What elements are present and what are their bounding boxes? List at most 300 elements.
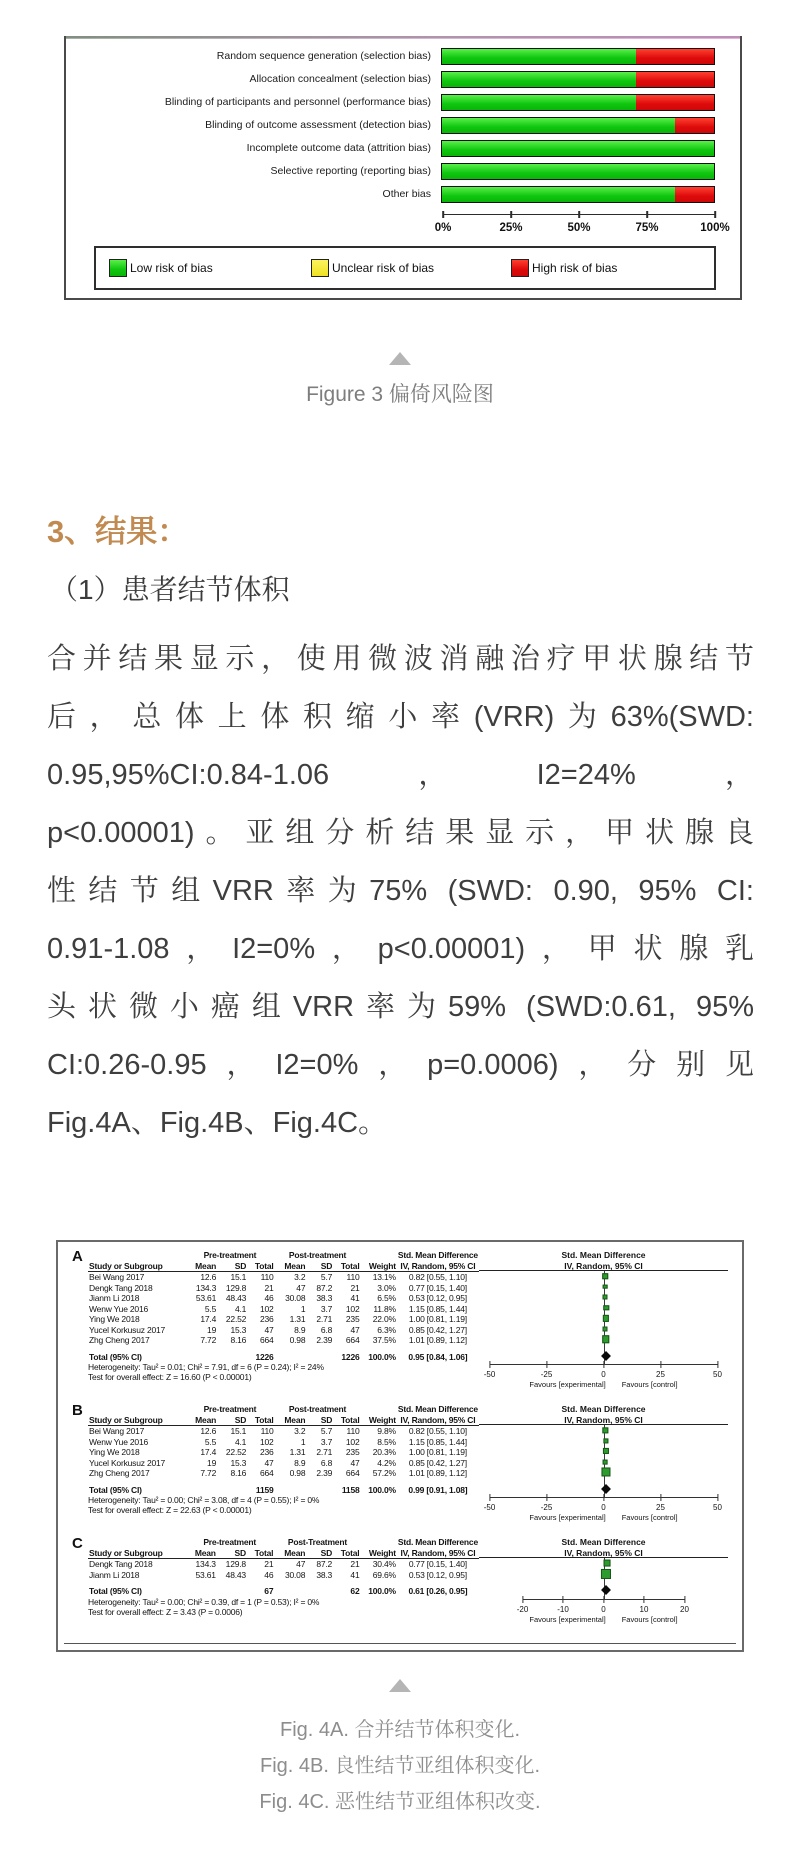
table-cell: 4.2% bbox=[377, 1457, 396, 1468]
table-cell: 20.3% bbox=[372, 1447, 396, 1457]
bias-bar bbox=[441, 163, 715, 180]
collapse-triangle-icon[interactable] bbox=[389, 352, 411, 365]
total-diamond bbox=[601, 1351, 611, 1361]
plot-header bbox=[479, 1537, 728, 1558]
table-cell: SD bbox=[306, 1415, 333, 1426]
plot-axis-label: 10 bbox=[639, 1604, 649, 1614]
table-cell: Pre-treatment bbox=[203, 1537, 256, 1547]
favours-experimental: Favours [experimental] bbox=[529, 1614, 606, 1624]
plot-axis-label: 0 bbox=[601, 1503, 606, 1512]
table-cell: 102 bbox=[345, 1436, 360, 1447]
bias-segment bbox=[442, 164, 714, 179]
axis-tick-label: 25% bbox=[499, 222, 523, 234]
bias-category-label: Blinding of outcome assessment (detection bias) bbox=[205, 119, 431, 131]
table-cell: 30.08 bbox=[285, 1293, 306, 1303]
paragraph-line: CI:0.26-0.95，I2=0%，p=0.0006)，分别见 bbox=[47, 1049, 754, 1081]
table-cell: 21 bbox=[350, 1282, 360, 1293]
table-cell: IV, Random, 95% CI bbox=[397, 1261, 479, 1272]
table-cell: 1226 bbox=[255, 1351, 274, 1362]
overall-effect-line: Test for overall effect: Z = 22.63 (P < 0.00001) bbox=[88, 1505, 252, 1515]
table-cell: Study or Subgroup bbox=[88, 1548, 185, 1559]
table-cell: 30.4% bbox=[372, 1559, 396, 1569]
table-cell: 102 bbox=[259, 1436, 274, 1447]
forest-table bbox=[88, 1537, 479, 1597]
favours-control: Favours [control] bbox=[621, 1380, 678, 1389]
bias-row bbox=[66, 186, 740, 202]
forest-plot bbox=[479, 1404, 728, 1523]
table-cell: 0.77 [0.15, 1.40] bbox=[408, 1282, 467, 1293]
table-cell: Bei Wang 2017 bbox=[89, 1426, 145, 1436]
table-cell: 6.3% bbox=[377, 1324, 396, 1335]
figure4-bottom-rule bbox=[64, 1643, 736, 1644]
table-cell bbox=[88, 1250, 185, 1261]
legend-swatch bbox=[511, 259, 529, 277]
table-cell: IV, Random, 95% CI bbox=[397, 1548, 479, 1559]
section-heading: 3、结果： bbox=[47, 514, 189, 549]
figure3-risk-of-bias-chart bbox=[64, 36, 742, 300]
total-diamond bbox=[601, 1484, 611, 1494]
effect-marker bbox=[603, 1273, 609, 1279]
table-cell: 2.39 bbox=[316, 1468, 333, 1478]
forest-table-block bbox=[68, 1250, 479, 1382]
paragraph-line: 0.91-1.08，I2=0%，p<0.00001)，甲状腺乳 bbox=[47, 933, 754, 965]
table-cell bbox=[88, 1404, 185, 1415]
panel-letter: A bbox=[72, 1248, 83, 1265]
table-cell: 21 bbox=[264, 1559, 274, 1569]
axis-tick-label: 0% bbox=[434, 222, 452, 234]
table-cell: 67 bbox=[264, 1586, 274, 1596]
table-cell: 236 bbox=[259, 1447, 274, 1457]
plot-axis-tick bbox=[684, 1596, 685, 1603]
axis-tick-label: 100% bbox=[700, 222, 730, 234]
forest-plot bbox=[479, 1537, 728, 1625]
legend-label: High risk of bias bbox=[532, 261, 618, 275]
table-cell: Wenw Yue 2016 bbox=[89, 1436, 148, 1447]
table-cell: 7.72 bbox=[200, 1335, 217, 1345]
table-cell bbox=[88, 1537, 185, 1548]
overall-effect-line: Test for overall effect: Z = 3.43 (P = 0.0006) bbox=[88, 1606, 243, 1617]
table-cell: 6.8 bbox=[320, 1324, 333, 1335]
plot-axis-label: 0 bbox=[601, 1604, 606, 1614]
table-cell: 236 bbox=[259, 1314, 274, 1324]
plot-header-line: IV, Random, 95% CI bbox=[564, 1547, 643, 1558]
table-cell: 1.00 [0.81, 1.19] bbox=[408, 1447, 467, 1457]
favours-row bbox=[479, 1615, 728, 1625]
legend-swatch bbox=[109, 259, 127, 277]
plot-axis-labels bbox=[483, 1370, 722, 1380]
figure4-captions bbox=[0, 1712, 800, 1820]
table-cell: Total (95% CI) bbox=[89, 1351, 142, 1362]
table-cell: Mean bbox=[275, 1415, 307, 1426]
table-cell: 664 bbox=[345, 1468, 360, 1478]
axis-tick-label: 75% bbox=[635, 222, 659, 234]
table-cell: Post-treatment bbox=[288, 1404, 347, 1414]
plot-axis-tick bbox=[489, 1494, 490, 1501]
table-cell: Total bbox=[333, 1415, 360, 1426]
effect-marker bbox=[603, 1305, 608, 1310]
plot-header-line: Std. Mean Difference bbox=[561, 1404, 646, 1414]
plot-axis-tick bbox=[562, 1596, 563, 1603]
bias-segment bbox=[442, 118, 675, 133]
bias-row bbox=[66, 48, 740, 64]
table-cell: SD bbox=[306, 1261, 333, 1272]
table-cell: 1.15 [0.85, 1.44] bbox=[408, 1303, 467, 1314]
table-cell: Jianm Li 2018 bbox=[89, 1569, 140, 1580]
table-cell: 4.1 bbox=[234, 1303, 247, 1314]
table-cell: Bei Wang 2017 bbox=[89, 1272, 145, 1282]
legend-label: Low risk of bias bbox=[130, 261, 213, 275]
figure3-caption: Figure 3 偏倚风险图 bbox=[306, 383, 494, 406]
table-cell: Total bbox=[333, 1548, 360, 1559]
table-cell: Study or Subgroup bbox=[88, 1261, 185, 1272]
plot-header bbox=[479, 1404, 728, 1425]
table-cell: Std. Mean Difference bbox=[397, 1537, 478, 1547]
table-cell bbox=[217, 1586, 247, 1597]
table-cell: Mean bbox=[185, 1415, 217, 1426]
forest-table bbox=[88, 1404, 479, 1495]
table-cell: Total (95% CI) bbox=[89, 1586, 142, 1596]
plot-header bbox=[479, 1250, 728, 1271]
table-cell: 53.61 bbox=[195, 1569, 216, 1580]
table-cell: 100.0% bbox=[368, 1351, 396, 1362]
paragraph-line: Fig.4A、Fig.4B、Fig.4C。 bbox=[47, 1107, 388, 1139]
table-cell: 1.01 [0.89, 1.12] bbox=[408, 1468, 467, 1478]
panel-letter: B bbox=[72, 1402, 83, 1419]
bias-category-label: Incomplete outcome data (attrition bias) bbox=[246, 142, 431, 154]
table-cell: 48.43 bbox=[225, 1569, 246, 1580]
paragraph-line: 头状微小癌组VRR率为59% (SWD:0.61, 95% bbox=[47, 991, 754, 1023]
effect-marker bbox=[604, 1438, 609, 1443]
table-cell: 1158 bbox=[341, 1484, 360, 1495]
table-cell: Mean bbox=[274, 1548, 306, 1559]
table-cell: 235 bbox=[345, 1447, 360, 1457]
plot-axis-tick bbox=[546, 1494, 547, 1501]
table-cell: 22.52 bbox=[225, 1447, 247, 1457]
table-cell: SD bbox=[217, 1261, 247, 1272]
table-cell: 21 bbox=[264, 1282, 274, 1293]
axis-tick bbox=[510, 211, 512, 218]
bias-segment bbox=[636, 95, 714, 110]
table-cell: Weight bbox=[360, 1548, 396, 1559]
table-cell bbox=[275, 1485, 307, 1496]
table-cell: 19 bbox=[207, 1324, 217, 1335]
forest-panel-C bbox=[68, 1537, 736, 1625]
bias-bar bbox=[441, 94, 715, 111]
plot-axis-tick bbox=[603, 1361, 604, 1368]
table-cell: IV, Random, 95% CI bbox=[397, 1415, 479, 1426]
table-cell: 13.1% bbox=[372, 1272, 396, 1282]
favours-row bbox=[479, 1380, 728, 1390]
bias-axis-line bbox=[443, 214, 715, 217]
table-cell: 0.98 bbox=[289, 1335, 306, 1345]
table-cell: 235 bbox=[345, 1314, 360, 1324]
table-cell: 1.31 bbox=[289, 1447, 306, 1457]
table-cell: Ying We 2018 bbox=[89, 1447, 140, 1457]
table-cell bbox=[306, 1485, 333, 1496]
table-cell: 47 bbox=[296, 1282, 306, 1293]
plot-area bbox=[479, 1425, 728, 1494]
forest-table-block bbox=[68, 1404, 479, 1515]
table-cell bbox=[274, 1586, 306, 1597]
table-cell: 38.3 bbox=[316, 1569, 333, 1580]
table-cell: Dengk Tang 2018 bbox=[89, 1559, 153, 1569]
table-cell: 11.8% bbox=[373, 1303, 396, 1314]
table-cell: 0.82 [0.55, 1.10] bbox=[408, 1272, 467, 1282]
table-cell: 1.01 [0.89, 1.12] bbox=[408, 1335, 467, 1345]
table-cell: Post-Treatment bbox=[287, 1537, 347, 1547]
table-cell: Total bbox=[333, 1261, 360, 1272]
bias-segment bbox=[675, 118, 714, 133]
effect-marker bbox=[601, 1569, 611, 1579]
table-cell: 47 bbox=[296, 1559, 306, 1569]
bias-bar bbox=[441, 186, 715, 203]
bias-segment bbox=[442, 141, 714, 156]
favours-control: Favours [control] bbox=[621, 1513, 678, 1522]
table-cell bbox=[360, 1537, 396, 1548]
effect-marker bbox=[603, 1428, 608, 1433]
table-cell: Study or Subgroup bbox=[88, 1415, 185, 1426]
table-cell: Zhg Cheng 2017 bbox=[89, 1335, 150, 1345]
plot-axis-tick bbox=[643, 1596, 644, 1603]
table-cell: 0.95 [0.84, 1.06] bbox=[408, 1351, 468, 1362]
table-cell: 6.5% bbox=[377, 1293, 396, 1303]
table-cell: 46 bbox=[264, 1293, 274, 1303]
table-cell: SD bbox=[217, 1548, 247, 1559]
table-cell: 21 bbox=[350, 1559, 360, 1569]
bias-bar bbox=[441, 117, 715, 134]
table-cell: 0.53 [0.12, 0.95] bbox=[408, 1293, 467, 1303]
effect-marker bbox=[602, 1336, 610, 1344]
plot-header-line: IV, Random, 95% CI bbox=[564, 1414, 643, 1425]
table-cell: 0.98 bbox=[289, 1468, 306, 1478]
table-cell: 57.2% bbox=[372, 1468, 396, 1478]
bias-category-label: Blinding of participants and personnel (performance bias) bbox=[164, 96, 431, 108]
table-cell: 0.53 [0.12, 0.95] bbox=[408, 1569, 467, 1580]
table-cell: 22.0% bbox=[372, 1314, 396, 1324]
bias-segment bbox=[442, 187, 675, 202]
plot-axis-labels bbox=[516, 1604, 689, 1615]
table-cell bbox=[217, 1352, 247, 1363]
effect-marker bbox=[603, 1459, 608, 1464]
bias-category-label: Other bias bbox=[382, 188, 431, 200]
forest-panel-A bbox=[68, 1250, 736, 1390]
table-cell: Weight bbox=[361, 1261, 397, 1272]
plot-area bbox=[479, 1558, 728, 1596]
plot-axis-label: 25 bbox=[656, 1370, 665, 1379]
collapse-triangle-icon[interactable] bbox=[389, 1679, 411, 1692]
table-cell: 48.43 bbox=[225, 1293, 247, 1303]
table-cell: 1.31 bbox=[289, 1314, 306, 1324]
bias-category-label: Allocation concealment (selection bias) bbox=[249, 73, 431, 85]
table-cell: Wenw Yue 2016 bbox=[89, 1303, 148, 1314]
table-cell: 0.77 [0.15, 1.40] bbox=[408, 1559, 467, 1569]
table-cell: 129.8 bbox=[225, 1559, 246, 1569]
table-cell: 110 bbox=[346, 1426, 360, 1436]
table-cell: 3.7 bbox=[320, 1303, 333, 1314]
table-cell: 0.82 [0.55, 1.10] bbox=[408, 1426, 467, 1436]
table-cell: 15.1 bbox=[230, 1426, 247, 1436]
table-cell: 41 bbox=[350, 1569, 360, 1580]
legend-label: Unclear risk of bias bbox=[332, 261, 435, 275]
plot-axis-tick bbox=[603, 1596, 604, 1603]
table-cell: 5.7 bbox=[320, 1272, 333, 1282]
bias-category-label: Selective reporting (reporting bias) bbox=[270, 165, 431, 177]
figure4-caption-line: Fig. 4B. 良性结节亚组体积变化. bbox=[259, 1755, 541, 1777]
table-cell: 8.16 bbox=[230, 1335, 247, 1345]
paragraph-line: 合并结果显示，使用微波消融治疗甲状腺结节 bbox=[47, 643, 754, 675]
table-cell: 129.8 bbox=[225, 1282, 247, 1293]
bias-row bbox=[66, 94, 740, 110]
axis-tick bbox=[646, 211, 648, 218]
bias-segment bbox=[675, 187, 714, 202]
section-subheading: （1）患者结节体积 bbox=[50, 574, 290, 605]
effect-marker bbox=[603, 1284, 608, 1289]
table-cell bbox=[306, 1586, 333, 1597]
plot-axis-tick bbox=[717, 1494, 718, 1501]
table-cell: 100.0% bbox=[368, 1586, 396, 1596]
table-cell: 41 bbox=[350, 1293, 360, 1303]
plot-axis-label: -50 bbox=[483, 1370, 496, 1379]
axis-tick-label: 50% bbox=[567, 222, 591, 234]
paragraph-line: 0.95,95%CI:0.84-1.06，I2=24%， bbox=[47, 759, 754, 791]
heterogeneity-line: Heterogeneity: Tau² = 0.01; Chi² = 7.91, df = 6 (P = 0.24); I² = 24% bbox=[88, 1362, 324, 1372]
table-cell: 110 bbox=[346, 1272, 360, 1282]
table-cell: 5.5 bbox=[204, 1303, 217, 1314]
table-cell: 47 bbox=[350, 1457, 360, 1468]
table-cell: 22.52 bbox=[225, 1314, 247, 1324]
table-cell: 134.3 bbox=[195, 1282, 217, 1293]
forest-panels bbox=[68, 1250, 736, 1625]
bias-bar bbox=[441, 140, 715, 157]
table-cell: 17.4 bbox=[200, 1314, 217, 1324]
bias-segment bbox=[442, 72, 636, 87]
table-cell: 87.2 bbox=[316, 1559, 333, 1569]
table-cell: 62 bbox=[350, 1586, 360, 1596]
favours-row bbox=[479, 1513, 728, 1523]
table-cell: 7.72 bbox=[200, 1468, 217, 1478]
table-cell: 15.1 bbox=[230, 1272, 247, 1282]
plot-axis-label: -50 bbox=[483, 1503, 496, 1512]
table-cell: 3.7 bbox=[320, 1436, 333, 1447]
table-cell: 2.71 bbox=[316, 1447, 333, 1457]
table-cell: 1.15 [0.85, 1.44] bbox=[408, 1436, 467, 1447]
table-cell: 47 bbox=[264, 1457, 274, 1468]
forest-panel-B bbox=[68, 1404, 736, 1523]
paragraph-line: p<0.00001)。亚组分析结果显示，甲状腺良 bbox=[47, 817, 754, 849]
table-cell: 1226 bbox=[341, 1351, 360, 1362]
table-cell: 1 bbox=[300, 1303, 306, 1314]
table-cell: 69.6% bbox=[372, 1569, 396, 1580]
plot-axis-tick bbox=[603, 1494, 604, 1501]
bias-axis-labels bbox=[434, 222, 730, 238]
table-cell: 15.3 bbox=[230, 1457, 247, 1468]
table-cell: 1 bbox=[300, 1436, 306, 1447]
overall-effect-line: Test for overall effect: Z = 16.60 (P < 0.00001) bbox=[88, 1372, 252, 1382]
table-cell: Weight bbox=[361, 1415, 397, 1426]
table-cell: 2.39 bbox=[316, 1335, 333, 1345]
table-cell: SD bbox=[217, 1415, 247, 1426]
body-paragraph bbox=[47, 630, 754, 1152]
plot-axis-label: 20 bbox=[680, 1604, 689, 1614]
table-cell bbox=[361, 1404, 397, 1415]
panel-letter: C bbox=[72, 1535, 83, 1552]
plot-axis-tick bbox=[489, 1361, 490, 1368]
forest-table-block bbox=[68, 1537, 479, 1617]
table-cell: 8.16 bbox=[230, 1468, 247, 1478]
bias-bar bbox=[441, 48, 715, 65]
plot-axis-label: -25 bbox=[540, 1503, 553, 1512]
bias-row bbox=[66, 71, 740, 87]
table-cell: Zhg Cheng 2017 bbox=[89, 1468, 150, 1478]
table-cell: 53.61 bbox=[195, 1293, 217, 1303]
table-cell: 100.0% bbox=[368, 1484, 396, 1495]
table-cell: 19 bbox=[207, 1457, 217, 1468]
table-cell: 37.5% bbox=[372, 1335, 396, 1345]
axis-tick bbox=[578, 211, 580, 218]
table-cell: 3.2 bbox=[294, 1272, 306, 1282]
table-cell: 87.2 bbox=[316, 1282, 333, 1293]
table-cell: 3.2 bbox=[294, 1426, 306, 1436]
legend-item bbox=[109, 259, 213, 277]
table-cell: 1.00 [0.81, 1.19] bbox=[408, 1314, 467, 1324]
bias-segment bbox=[636, 49, 714, 64]
legend-item bbox=[511, 259, 617, 277]
total-diamond bbox=[601, 1585, 611, 1595]
table-cell: 9.8% bbox=[377, 1426, 396, 1436]
table-cell: 0.85 [0.42, 1.27] bbox=[408, 1457, 467, 1468]
table-cell: 1159 bbox=[255, 1484, 274, 1495]
table-cell: 17.4 bbox=[200, 1447, 217, 1457]
table-cell: 5.5 bbox=[204, 1436, 217, 1447]
table-cell: Ying We 2018 bbox=[89, 1314, 140, 1324]
table-cell: 664 bbox=[345, 1335, 360, 1345]
bias-bar bbox=[441, 71, 715, 88]
effect-marker bbox=[602, 1295, 607, 1300]
table-cell: 38.3 bbox=[316, 1293, 333, 1303]
table-cell: 47 bbox=[350, 1324, 360, 1335]
plot-axis-labels bbox=[483, 1503, 722, 1513]
table-cell: Pre-treatment bbox=[203, 1250, 257, 1260]
table-cell: 0.61 [0.26, 0.95] bbox=[408, 1586, 468, 1596]
plot-axis-label: 0 bbox=[601, 1370, 606, 1379]
table-cell: 664 bbox=[259, 1335, 274, 1345]
plot-axis-tick bbox=[660, 1494, 661, 1501]
table-cell: SD bbox=[306, 1548, 333, 1559]
table-cell: Std. Mean Difference bbox=[397, 1250, 478, 1260]
table-cell: Mean bbox=[185, 1548, 217, 1559]
plot-header-line: Std. Mean Difference bbox=[561, 1537, 646, 1547]
table-cell: Yucel Korkusuz 2017 bbox=[89, 1324, 166, 1335]
table-cell: 8.9 bbox=[294, 1457, 306, 1468]
table-cell: 134.3 bbox=[195, 1559, 216, 1569]
forest-plot bbox=[479, 1250, 728, 1390]
table-cell: Total bbox=[247, 1415, 274, 1426]
plot-axis-tick bbox=[522, 1596, 523, 1603]
plot-axis-label: 25 bbox=[656, 1503, 665, 1512]
bias-row bbox=[66, 140, 740, 156]
table-cell: 0.85 [0.42, 1.27] bbox=[408, 1324, 467, 1335]
effect-marker bbox=[601, 1468, 610, 1477]
paragraph-line: 性结节组VRR率为75% (SWD: 0.90, 95% CI: bbox=[47, 875, 754, 907]
table-cell: Std. Mean Difference bbox=[397, 1404, 478, 1414]
table-cell: Mean bbox=[185, 1261, 217, 1272]
table-cell: 110 bbox=[260, 1272, 274, 1282]
plot-axis-label: -20 bbox=[516, 1604, 529, 1614]
table-cell bbox=[185, 1485, 217, 1496]
table-cell: 8.9 bbox=[294, 1324, 306, 1335]
table-cell bbox=[185, 1586, 217, 1597]
table-cell: 8.5% bbox=[377, 1436, 396, 1447]
